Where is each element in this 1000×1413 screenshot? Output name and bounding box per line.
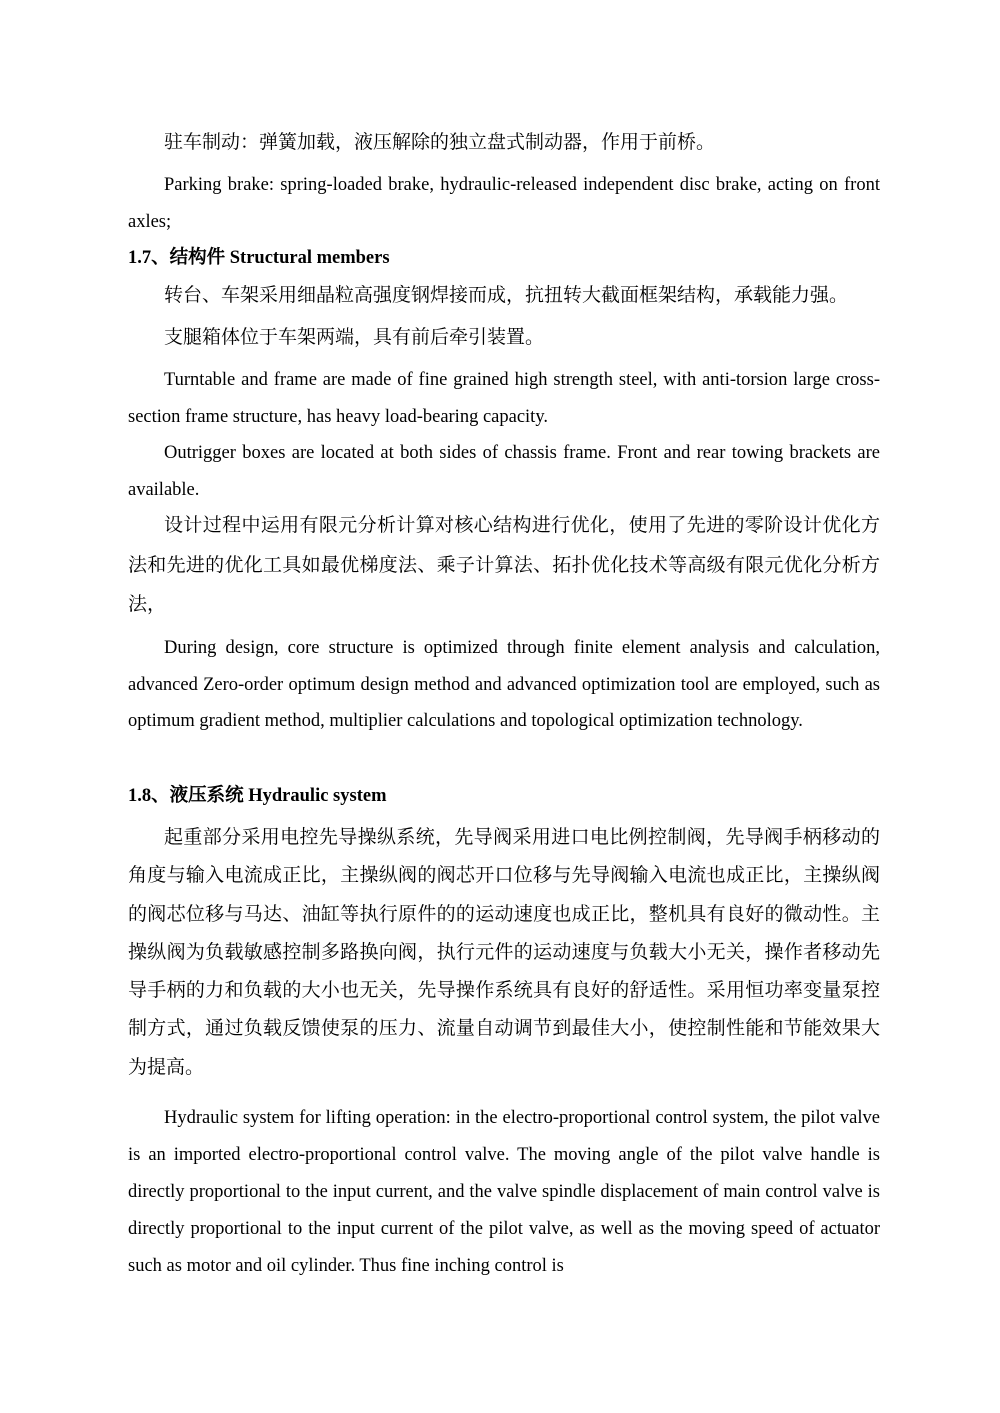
structural-en-1: Turntable and frame are made of fine grained high strength steel, with anti-torsion large cross-section frame structure, has heavy load-bearing capacity.	[128, 370, 880, 427]
design-cn: 设计过程中运用有限元分析计算对核心结构进行优化，使用了先进的零阶设计优化方法和先进的优化工具如最优梯度法、乘子计算法、拓扑优化技术等高级有限元优化分析方法，	[128, 515, 880, 615]
section-heading-1-8: 1.8、液压系统 Hydraulic system	[128, 786, 387, 806]
hydraulic-cn: 起重部分采用电控先导操纵系统，先导阀采用进口电比例控制阀，先导阀手柄移动的角度与输入电流成正比，主操纵阀的阀芯开口位移与先导阀输入电流也成正比，主操纵阀的阀芯位移与马达、油缸等执行原件的的运动速度也成正比，整机具有良好的微动性。主操纵阀为负载敏感控制多路换向阀，执行元件的运动速度与负载大小无关，操作者移动先导手柄的力和负载的大小也无关，先导操作系统具有良好的舒适性。采用恒功率变量泵控制方式，通过负载反馈使泵的压力、流量自动调节到最佳大小，使控制性能和节能效果大为提高。	[128, 827, 880, 1078]
structural-cn-1: 转台、车架采用细晶粒高强度钢焊接而成，抗扭转大截面框架结构，承载能力强。	[164, 285, 849, 306]
structural-cn-2: 支腿箱体位于车架两端，具有前后牵引装置。	[164, 327, 545, 348]
parking-brake-cn: 驻车制动：弹簧加载，液压解除的独立盘式制动器，作用于前桥。	[164, 132, 716, 153]
parking-brake-en: Parking brake: spring-loaded brake, hydraulic-released independent disc brake, acting on front axles;	[128, 175, 880, 232]
structural-en-2: Outrigger boxes are located at both sides of chassis frame. Front and rear towing brackets are available.	[128, 443, 880, 500]
design-en: During design, core structure is optimized through finite element analysis and calculation, advanced Zero-order optimum design method and advanced optimization tool are employed, such as optimum gradient method, multiplier calculations and topological optimization technology.	[128, 638, 880, 732]
hydraulic-en: Hydraulic system for lifting operation: in the electro-proportional control system, the pilot valve is an imported electro-proportional control valve. The moving angle of the pilot valve handle is directly proportional to the input current, and the valve spindle displacement of main control valve is directly proportional to the input current of the pilot valve, as well as the moving speed of actuator such as motor and oil cylinder. Thus fine inching control is	[128, 1108, 880, 1276]
section-heading-1-7: 1.7、结构件 Structural members	[128, 248, 390, 268]
